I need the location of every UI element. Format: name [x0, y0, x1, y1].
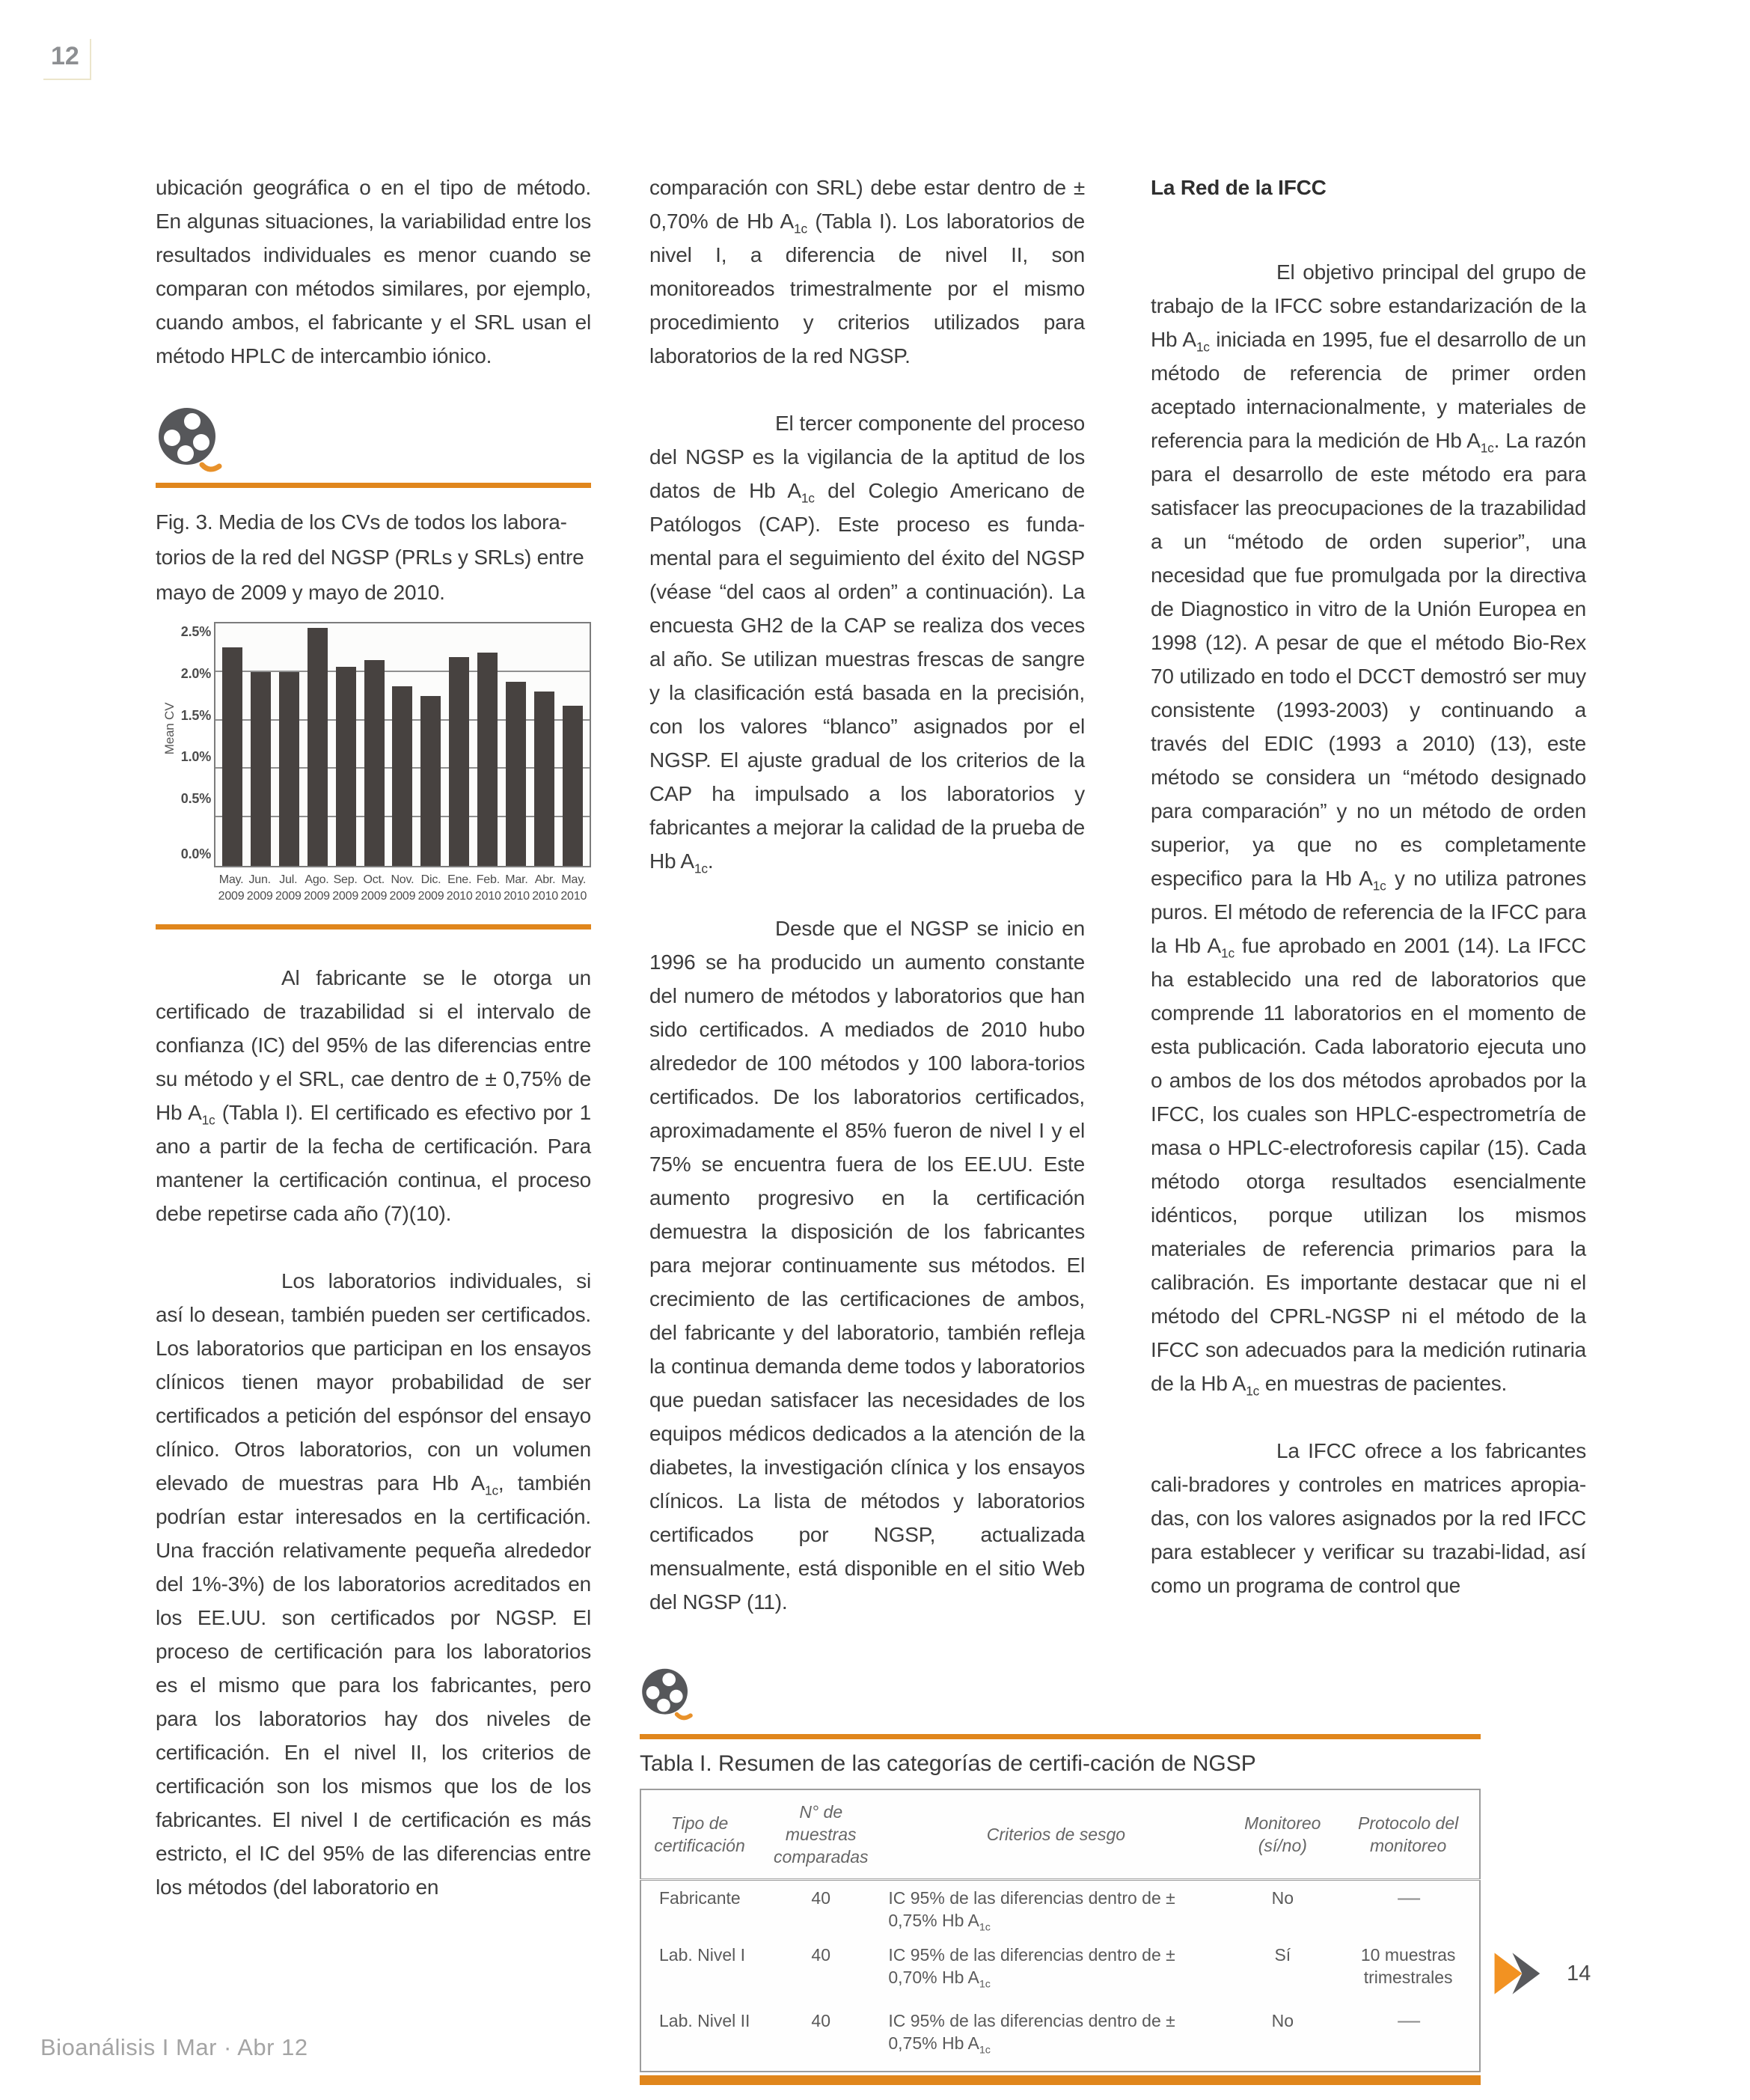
- column-1: [156, 171, 591, 1938]
- table-cell: —: [1398, 1885, 1419, 1910]
- bar: [336, 667, 356, 866]
- bar: [251, 672, 271, 866]
- bar: [279, 672, 299, 866]
- next-page-number: 14: [1567, 1961, 1591, 1985]
- certification-table: [640, 1789, 1481, 2072]
- table-cell: 40: [811, 1945, 831, 1965]
- bar: [222, 647, 242, 866]
- orange-rule: [640, 1734, 1481, 1739]
- paragraph: El objetivo principal del grupo de trabajo de la IFCC sobre estandarización de la Hb $A_{1c}$ iniciada en 1995, fue el desarrollo de un método de referencia de primer orden aceptado internacionalmente, y materiales de referencia para la medición de Hb $A_{1c}$. La razón para el desarrollo de este método era para satisfacer las preocupaciones de la trazabilidad a un “método de orden superior”, una necesidad que fue promulgada por la directiva de Diagnostico in vitro de la Unión Europea en 1998 (12). A pesar de que el método Bio-Rex 70 utilizado en todo el DCCT demostró ser muy consistente (1993-2003) y continuando a través del EDIC (1993 a 2010) (13), este método se considera un “método designado para comparación” y no un método de orden superior, ya que no es completamente especifico para la Hb $A_{1c}$ y no utiliza patrones puros. El método de referencia de la IFCC para la Hb $A_{1c}$ fue aprobado en 2001 (14). La IFCC ha establecido una red de laboratorios que comprende 11 laboratorios en el momento de esta publicación. Cada laboratorio ejecuta uno o ambos de los dos métodos aprobados por la IFCC, los cuales son HPLC-espectrometría de masa o HPLC-electroforesis capilar (15). Cada método otorga resultados esencialmente idénticos, porque utilizan los mismos materiales de referencia primarios para la calibración. Es importante destacar que ni el método del CPRL-NGSP ni el método de la IFCC son adecuados para la medición rutinaria de la Hb $A_{1c}$ en muestras de pacientes.: [1151, 260, 1586, 1399]
- orange-bar: [640, 2075, 1481, 2085]
- bar: [449, 657, 469, 866]
- table-cell: IC 95% de las diferencias dentro de ± 0,75% Hb $A_{1c}$: [888, 1888, 1175, 1934]
- column-header: Protocolo del monitoreo: [1337, 1789, 1480, 1880]
- bars: [215, 623, 590, 866]
- bar: [563, 706, 583, 866]
- table-cell: No: [1271, 2011, 1294, 2030]
- x-axis-labels: May. 2009 Jun. 2009 Jul. 2009 Ago. 2009 Sep. 2009 Oct. 2009 Nov. 2009 Dic. 2009 Ene. 2010 Feb. 2010 Mar. 2010 Abr. 2010 May. 2010: [218, 873, 587, 903]
- orange-rule-bottom: [156, 924, 591, 930]
- figure-caption: Fig. 3. Media de los CVs de todos los labora- torios de la red del NGSP (PRLs y SRLs) entre mayo de 2009 y mayo de 2010.: [156, 510, 584, 604]
- table-cell: Sí: [1274, 1945, 1291, 1965]
- bar: [477, 653, 498, 866]
- next-page-indicator: [1490, 1950, 1591, 1997]
- paragraph: Desde que el NGSP se inicio en 1996 se ha producido un aumento constante del numero de métodos y laboratorios que han sido certificados. A mediados de 2010 hubo alrededor de 100 métodos y 100 labora-torios certificados. De los laboratorios certificados, aproximadamente el 85% fueron de nivel I y el 75% se encuentra fuera de los EE.UU. Este aumento progresivo en la certificación demuestra la disposición de los fabricantes para mejorar continuamente sus métodos. El crecimiento de las certificaciones de ambos, del fabricante y del laboratorio, también refleja la continua demanda deme todos y laboratorios que puedan satisfacer las necesidades de los equipos médicos dedicados a la atención de la diabetes, la investigación clínica y los ensayos clínicos. La lista de métodos y laboratorios certificados por NGSP, actualizada mensualmente, está disponible en el sitio Web del NGSP (11).: [649, 917, 1085, 1614]
- table-cell: 40: [811, 1888, 831, 1908]
- column-3: [1151, 171, 1586, 1636]
- paragraph: El tercer componente del proceso del NGSP es la vigilancia de la aptitud de los datos de Hb $A_{1c}$ del Colegio Americano de Patólogos (CAP). Este proceso es funda-mental para el seguimiento del éxito del NGSP (véase “del caos al orden” a continuación). La encuesta GH2 de la CAP se realiza dos veces al año. Se utilizan muestras frescas de sangre y la clasificación está basada en la precisión, con los valores “blanco” asignados por el NGSP. El ajuste gradual de los criterios de la CAP ha impulsado a los laboratorios y fabricantes a mejorar la calidad de la prueba de Hb $A_{1c}$.: [649, 412, 1085, 876]
- table-title: Tabla I. Resumen de las categorías de certifi-cación de NGSP: [640, 1751, 1256, 1776]
- table-cell: IC 95% de las diferencias dentro de ± 0,70% Hb $A_{1c}$: [888, 1945, 1175, 1991]
- bar: [506, 682, 526, 866]
- double-chevron-right-icon: [1490, 1950, 1559, 1997]
- table-cell: No: [1271, 1888, 1294, 1908]
- table-cell: Lab. Nivel I: [659, 1945, 746, 1965]
- table-row: [640, 1880, 1480, 1938]
- column-header: N° de muestras comparadas: [758, 1789, 884, 1880]
- bar: [308, 628, 328, 866]
- y-axis-ticks: 2.5% 2.0% 1.5% 1.0% 0.5% 0.0%: [180, 624, 211, 861]
- table-1-block: [640, 1667, 1481, 2085]
- bar: [420, 696, 441, 866]
- paragraph: comparación con SRL) debe estar dentro de ± 0,70% de Hb $A_{1c}$ (Tabla I). Los laboratorios de nivel I, a diferencia de nivel II, son monitoreados trimestralmente por el mismo procedimiento y criterios utilizados para laboratorios de la red NGSP.: [649, 176, 1085, 367]
- figure-3-block: [156, 406, 591, 930]
- table-row: [640, 1994, 1480, 2072]
- bar: [534, 692, 554, 866]
- table-cell: Fabricante: [659, 1888, 741, 1908]
- y-axis-label: Mean CV: [162, 702, 177, 755]
- table-cell: IC 95% de las diferencias dentro de ± 0,75% Hb $A_{1c}$: [888, 2011, 1175, 2057]
- bar: [364, 660, 385, 866]
- paragraph: Al fabricante se le otorga un certificado de trazabilidad si el intervalo de confianza (IC) del 95% de las diferencias entre su método y el SRL, cae dentro de ± 0,75% de Hb $A_{1c}$ (Tabla I). El certificado es efectivo por 1 ano a partir de la fecha de certificación. Para mantener la certificación continua, el proceso debe repetirse cada año (7)(10).: [156, 966, 592, 1225]
- table-cell: —: [1398, 2008, 1419, 2033]
- table-cell: 10 muestras trimestrales: [1360, 1945, 1456, 1987]
- footer-text: Bioanálisis I Mar · Abr 12: [40, 2034, 308, 2060]
- paragraph: ubicación geográfica o en el tipo de método. En algunas situaciones, la variabilidad entre los resultados individuales es menor cuando se comparan con métodos similares, por ejemplo, cuando ambos, el fabricante y el SRL usan el método HPLC de intercambio iónico.: [156, 176, 591, 367]
- film-reel-icon: [640, 1667, 1481, 1727]
- table-row: [640, 1938, 1480, 1994]
- orange-rule-top: [156, 483, 591, 488]
- mean-cv-bar-chart: [156, 622, 591, 905]
- paragraph: Los laboratorios individuales, si así lo desean, también pueden ser certificados. Los laboratorios que participan en los ensayos clínicos tienen mayor probabilidad de ser certificados a petición del espónsor del ensayo clínico. Otros laboratorios, con un volumen elevado de muestras para Hb $A_{1c}$, también podrían estar interesados en la certificación. Una fracción relativamente pequeña alrededor del 1%-3%) de los laboratorios acreditados en los EE.UU. son certificados por NGSP. El proceso de certificación para los laboratorios es el mismo que para los fabricantes, pero para los laboratorios hay dos niveles de certificación. En el nivel II, los criterios de certificación son los mismos que los de los fabricantes. El nivel I de certificación es más estricto, el IC del 95% de las diferencias entre los métodos (del laboratorio en: [156, 1269, 592, 1899]
- paragraph: La IFCC ofrece a los fabricantes cali-bradores y controles en matrices apropia-das, con los valores asignados por la red IFCC para establecer y verificar su trazabi-lidad, así como un programa de control que: [1151, 1439, 1586, 1597]
- section-heading: La Red de la IFCC: [1151, 176, 1327, 199]
- film-reel-icon: [156, 406, 591, 475]
- column-header: Monitoreo (sí/no): [1228, 1789, 1337, 1880]
- table-cell: Lab. Nivel II: [659, 2011, 750, 2030]
- table-cell: 40: [811, 2011, 831, 2030]
- column-2: [649, 171, 1085, 1652]
- page-number: 12: [43, 39, 91, 80]
- plot-area: [214, 622, 591, 867]
- column-header: Tipo de certificación: [640, 1789, 758, 1880]
- column-header: Criterios de sesgo: [884, 1789, 1228, 1880]
- bar: [392, 686, 412, 866]
